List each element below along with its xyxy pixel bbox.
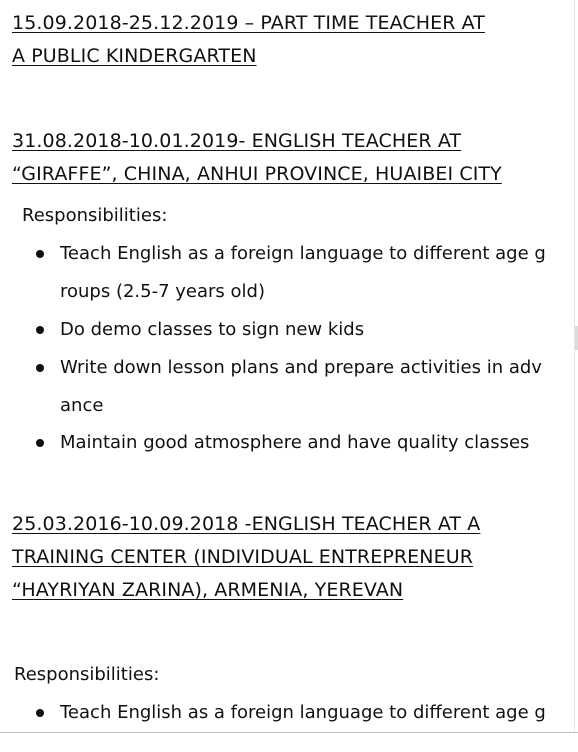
bullet-icon bbox=[36, 439, 44, 447]
section1-heading-line2: A PUBLIC KINDERGARTEN bbox=[12, 45, 257, 67]
list-item-text: Maintain good atmosphere and have quality classes bbox=[60, 432, 530, 453]
section3-heading-line2: TRAINING CENTER (INDIVIDUAL ENTREPRENEUR bbox=[12, 546, 474, 568]
bullet-icon bbox=[36, 326, 44, 334]
section2-heading-line2: “GIRAFFE”, CHINA, ANHUI PROVINCE, HUAIBEI CITY bbox=[12, 163, 502, 185]
list-item-continuation: ance bbox=[60, 395, 104, 416]
bullet-icon bbox=[36, 364, 44, 372]
bullet-icon bbox=[36, 250, 44, 258]
list-item-text: Teach English as a foreign language to different age g bbox=[60, 702, 546, 723]
section1-heading-line1: 15.09.2018-25.12.2019 – PART TIME TEACHER AT bbox=[12, 12, 485, 34]
section3-responsibilities-label: Responsibilities: bbox=[14, 664, 160, 685]
list-item-text: Teach English as a foreign language to different age g bbox=[60, 243, 546, 264]
section3-heading-line3: “HAYRIYAN ZARINA), ARMENIA, YEREVAN bbox=[12, 579, 404, 601]
page-edge bbox=[574, 0, 575, 733]
page-bottom-border bbox=[0, 732, 578, 733]
section2-heading-line1: 31.08.2018-10.01.2019- ENGLISH TEACHER AT bbox=[12, 130, 462, 152]
section2-responsibilities-label: Responsibilities: bbox=[22, 205, 168, 226]
bullet-icon bbox=[36, 709, 44, 717]
section3-heading-line1: 25.03.2016-10.09.2018 -ENGLISH TEACHER AT A bbox=[12, 513, 481, 535]
list-item-text: Write down lesson plans and prepare activities in adv bbox=[60, 357, 542, 378]
list-item-continuation: roups (2.5-7 years old) bbox=[60, 281, 265, 302]
list-item-text: Do demo classes to sign new kids bbox=[60, 319, 365, 340]
